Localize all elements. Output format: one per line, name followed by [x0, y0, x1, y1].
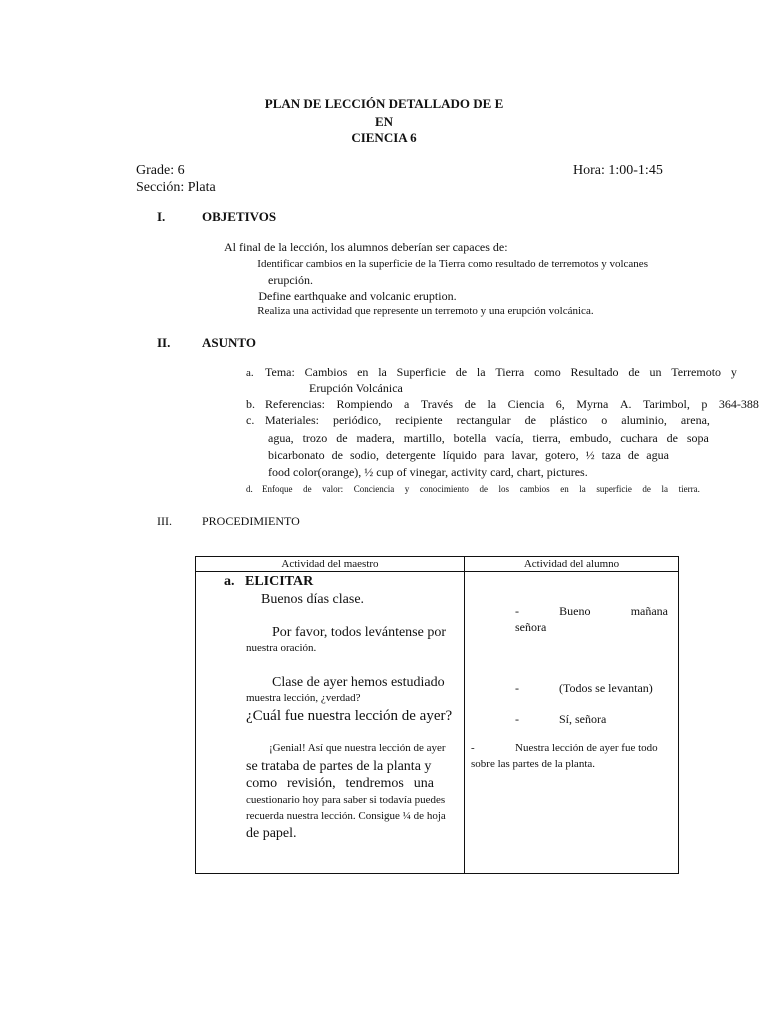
student-response-1-cont: señora — [515, 620, 547, 634]
teacher-line-12: de papel. — [246, 826, 297, 841]
section-3-title: PROCEDIMIENTO — [202, 514, 300, 528]
section-1-number: I. — [157, 209, 166, 224]
asunto-c-line-3: bicarbonato de sodio, detergente líquido para lavar, gotero, ½ taza de agua — [268, 448, 669, 462]
teacher-line-3: nuestra oración. — [246, 642, 317, 654]
teacher-line-2: Por favor, todos levántense por — [272, 625, 447, 640]
teacher-line-8: se trataba de partes de la planta y — [246, 759, 432, 774]
student-response-2: (Todos se levantan) — [559, 681, 653, 695]
student-response-3-dash: - — [515, 712, 519, 726]
student-response-4-dash: - — [471, 742, 475, 754]
asunto-b-line: Referencias: Rompiendo a Través de la Ciencia 6, Myrna A. Tarimbol, p 364-388 — [265, 397, 759, 411]
objective-bullet-3: Realiza una actividad que represente un terremoto y una erupción volcánica. — [246, 305, 583, 317]
asunto-c-label: c. — [246, 413, 255, 427]
title-line-1: PLAN DE LECCIÓN DETALLADO DE E — [264, 96, 504, 111]
section-2-title: ASUNTO — [202, 335, 256, 350]
section-1-title: OBJETIVOS — [202, 209, 277, 224]
student-response-4: Nuestra lección de ayer fue todo — [515, 742, 658, 754]
teacher-line-11: recuerda nuestra lección. Consigue ¼ de hoja — [246, 810, 446, 822]
teacher-line-9: como revisión, tendremos una — [246, 776, 434, 791]
asunto-c-line-2: agua, trozo de madera, martillo, botella vacía, tierra, embudo, cuchara de sopa — [268, 431, 709, 445]
title-line-3: CIENCIA 6 — [351, 130, 417, 145]
title-line-2: EN — [374, 114, 394, 129]
student-response-2-dash: - — [515, 681, 519, 695]
asunto-b-label: b. — [246, 397, 255, 411]
procedure-table — [195, 556, 679, 874]
teacher-line-10: cuestionario hoy para saber si todavía puedes — [246, 794, 446, 806]
asunto-a-line: Tema: Cambios en la Superficie de la Tierra como Resultado de un Terremoto y — [265, 365, 737, 379]
seccion-label: Sección: Plata — [136, 180, 216, 195]
section-3-number: III. — [157, 514, 172, 528]
hora-label: Hora: 1:00-1:45 — [573, 163, 663, 178]
grade-label: Grade: 6 — [136, 163, 185, 178]
teacher-line-1: Buenos días clase. — [261, 592, 365, 607]
asunto-a-label: a. — [246, 367, 254, 379]
col-header-student: Actividad del alumno — [465, 557, 679, 572]
section-2-number: II. — [157, 335, 171, 350]
student-response-1: - Bueno mañana — [515, 604, 668, 618]
asunto-c-line-1: Materiales: periódico, recipiente rectangular de plástico o aluminio, arena, — [265, 413, 710, 427]
teacher-line-6: ¿Cuál fue nuestra lección de ayer? — [246, 708, 453, 724]
teacher-activity-cell — [196, 572, 465, 874]
student-response-3: Sí, señora — [559, 712, 607, 726]
asunto-c-line-4: food color(orange), ½ cup of vinegar, activity card, chart, pictures. — [268, 465, 588, 479]
teacher-line-4: Clase de ayer hemos estudiado — [272, 675, 445, 690]
teacher-line-5: muestra lección, ¿verdad? — [246, 692, 361, 704]
objective-bullet-2: Define earthquake and volcanic eruption. — [246, 289, 445, 303]
asunto-d-label: d. — [246, 484, 253, 494]
elicitar-label: a. — [224, 574, 235, 589]
objective-bullet-1: Identificar cambios en la superficie de la Tierra como resultado de terremotos y volcanes — [246, 258, 637, 270]
elicitar-heading: ELICITAR — [245, 574, 314, 589]
student-activity-cell — [465, 572, 679, 874]
objectives-intro: Al final de la lección, los alumnos deberían ser capaces de: — [224, 240, 508, 254]
student-response-4-cont: sobre las partes de la planta. — [471, 758, 596, 770]
asunto-a-line-2: Erupción Volcánica — [309, 381, 403, 395]
objective-bullet-1-cont: erupción. — [268, 273, 313, 287]
asunto-d-line: Enfoque de valor: Conciencia y conocimiento de los cambios en la superficie de la tierra. — [262, 484, 700, 494]
col-header-teacher: Actividad del maestro — [196, 557, 465, 572]
teacher-line-7: ¡Genial! Así que nuestra lección de ayer — [269, 742, 446, 754]
